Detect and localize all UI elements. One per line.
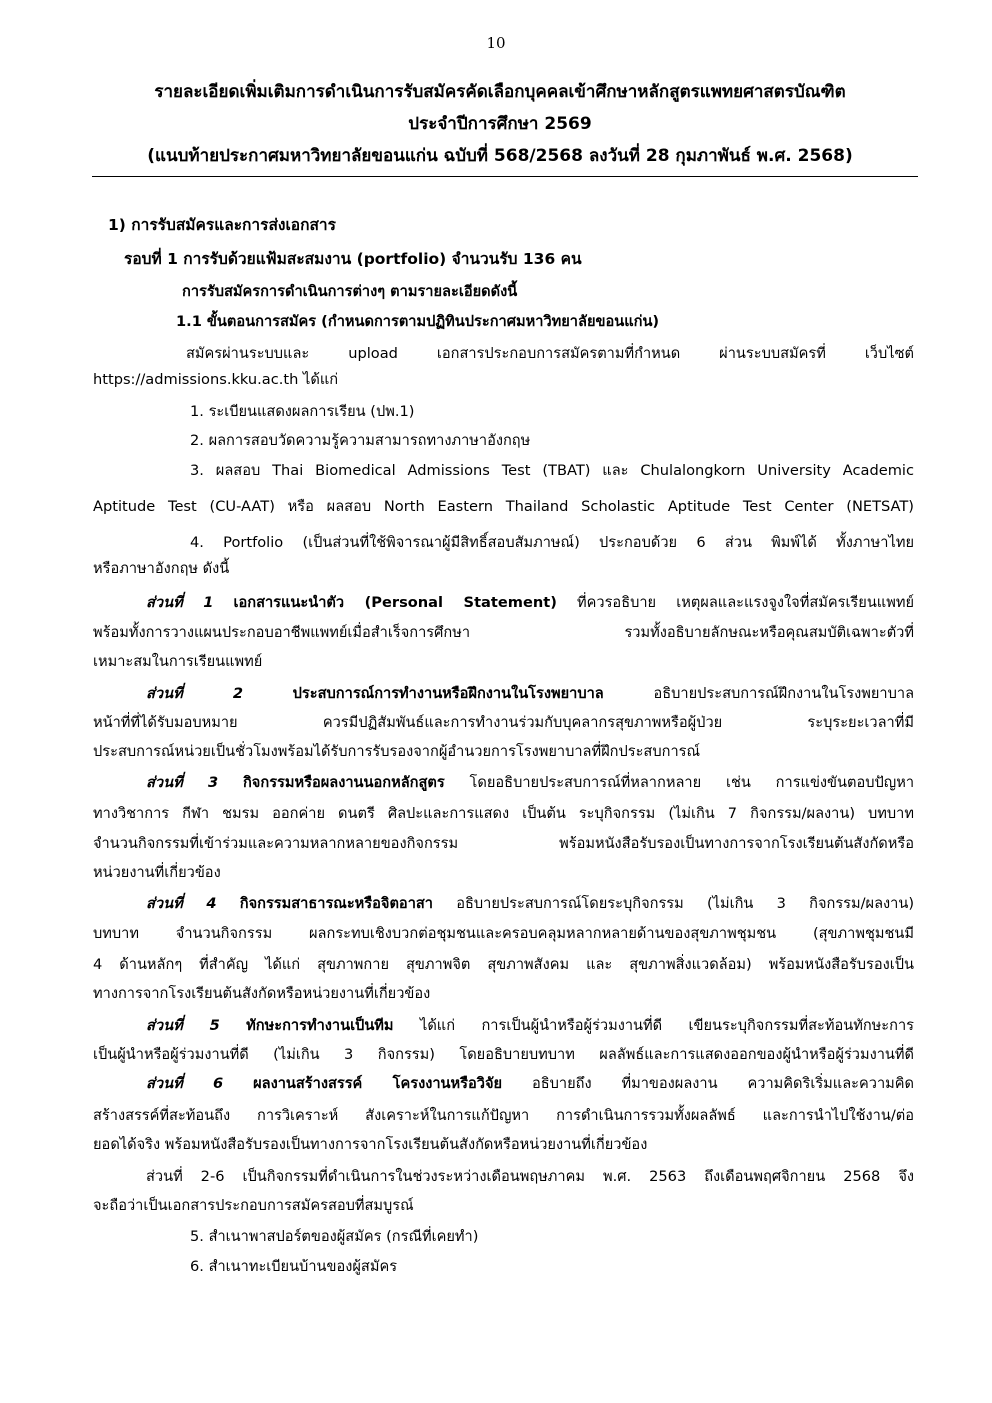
part-1-text-1: ที่ควรอธิบาย เหตุผลและแรงจูงใจที่สมัครเรียนแพทย์ — [577, 594, 914, 611]
part-3-line-1 — [146, 773, 914, 793]
part-3-line-2: ทางวิชาการ กีฬา ชมรม ออกค่าย ดนตรี ศิลปะและการแสดง เป็นต้น ระบุกิจกรรม (ไม่เกิน 7 กิจกรรม/ผลงาน) บทบาท — [93, 805, 914, 822]
part-6-label: ส่วนที่ 6 — [146, 1075, 224, 1092]
list-item-4-line-2: หรือภาษาอังกฤษ ดังนี้ — [93, 560, 230, 577]
part-4-label: ส่วนที่ 4 — [146, 895, 217, 912]
title-line-3: (แนบท้ายประกาศมหาวิทยาลัยขอนแก่น ฉบับที่ 568/2568 ลงวันที่ 28 กุมภาพันธ์ พ.ศ. 2568) — [147, 146, 853, 166]
step-heading — [176, 312, 659, 332]
step-heading-text: 1.1 ขั้นตอนการสมัคร (กำหนดการตามปฏิทินประกาศมหาวิทยาลัยขอนแก่น) — [176, 313, 660, 330]
round-heading: รอบที่ 1 การรับด้วยแฟ้มสะสมงาน (portfolio) จำนวนรับ 136 คน — [124, 250, 582, 268]
section-heading: 1) การรับสมัครและการส่งเอกสาร — [108, 216, 336, 234]
part-5-text-1: ได้แก่ การเป็นผู้นำหรือผู้ร่วมงานที่ดี เขียนระบุกิจกรรมที่สะท้อนทักษะการ — [419, 1017, 915, 1034]
part-6-line-2: สร้างสรรค์ที่สะท้อนถึง การวิเคราะห์ สังเคราะห์ในการแก้ปัญหา การดำเนินการรวมทั้งผลลัพธ์ และการนำไปใช้งาน/ต่อ — [93, 1107, 914, 1124]
page-number: 10 — [486, 34, 506, 52]
list-item-1: 1. ระเบียนแสดงผลการเรียน (ปพ.1) — [190, 403, 415, 420]
part-3-line-3: จำนวนกิจกรรมที่เข้าร่วมและความหลากหลายของกิจกรรม พร้อมหนังสือรับรองเป็นทางการจากโรงเรียนต้นสังกัดหรือ — [93, 835, 914, 852]
part-2-line-1 — [146, 684, 914, 704]
title-line-2: ประจำปีการศึกษา 2569 — [408, 114, 592, 134]
part-6-line-3: ยอดได้จริง พร้อมหนังสือรับรองเป็นทางการจากโรงเรียนต้นสังกัดหรือหน่วยงานที่เกี่ยวข้อง — [93, 1136, 648, 1153]
part-1-title: เอกสารแนะนำตัว (Personal Statement) — [233, 594, 557, 611]
intro-line-2: https://admissions.kku.ac.th ได้แก่ — [93, 371, 339, 388]
part-1-label: ส่วนที่ 1 — [146, 594, 214, 611]
part-2-label: ส่วนที่ 2 — [146, 685, 243, 702]
part-2-line-2: หน้าที่ที่ได้รับมอบหมาย ควรมีปฏิสัมพันธ์และการทำงานร่วมกับบุคลากรสุขภาพหรือผู้ป่วย ระบุระยะเวลาที่มี — [93, 714, 914, 731]
part-4-line-3: 4 ด้านหลักๆ ที่สำคัญ ได้แก่ สุขภาพกาย สุขภาพจิต สุขภาพสังคม และ สุขภาพสิ่งแวดล้อม) พร้อมหนังสือรับรองเป็น — [93, 956, 914, 973]
note-line-1: ส่วนที่ 2-6 เป็นกิจกรรมที่ดำเนินการในช่วงระหว่างเดือนพฤษภาคม พ.ศ. 2563 ถึงเดือนพฤศจิกายน 2568 จึง — [146, 1168, 914, 1185]
part-1-line-1 — [146, 593, 914, 613]
part-4-line-2: บทบาท จำนวนกิจกรรม ผลกระทบเชิงบวกต่อชุมชนและครอบคลุมหลากหลายด้านของสุขภาพชุมชน (สุขภาพชุมชนมี — [93, 925, 914, 942]
part-2-line-3: ประสบการณ์หน่วยเป็นชั่วโมงพร้อมได้รับการรับรองจากผู้อำนวยการโรงพยาบาลที่ฝึกประสบการณ์ — [93, 743, 701, 760]
part-2-title: ประสบการณ์การทำงานหรือฝึกงานในโรงพยาบาล — [292, 685, 604, 702]
part-4-title: กิจกรรมสาธารณะหรือจิตอาสา — [239, 895, 433, 912]
list-item-2: 2. ผลการสอบวัดความรู้ความสามารถทางภาษาอังกฤษ — [190, 432, 531, 449]
title-line-1: รายละเอียดเพิ่มเติมการดำเนินการรับสมัครคัดเลือกบุคคลเข้าศึกษาหลักสูตรแพทยศาสตรบัณฑิต — [154, 82, 846, 102]
part-4-line-4: ทางการจากโรงเรียนต้นสังกัดหรือหน่วยงานที่เกี่ยวข้อง — [93, 985, 431, 1002]
title-divider — [92, 176, 918, 177]
part-6-title: ผลงานสร้างสรรค์ โครงงานหรือวิจัย — [253, 1075, 503, 1092]
part-3-text-1: โดยอธิบายประสบการณ์ที่หลากหลาย เช่น การแข่งขันตอบปัญหา — [469, 774, 915, 791]
document-title — [80, 76, 920, 172]
list-item-3-line-1: 3. ผลสอบ Thai Biomedical Admissions Test (TBAT) และ Chulalongkorn University Academic — [190, 462, 914, 479]
list-item-6: 6. สำเนาทะเบียนบ้านของผู้สมัคร — [190, 1258, 398, 1275]
note-line-2: จะถือว่าเป็นเอกสารประกอบการสมัครสอบที่สมบูรณ์ — [93, 1197, 414, 1214]
part-3-label: ส่วนที่ 3 — [146, 774, 219, 791]
list-item-5: 5. สำเนาพาสปอร์ตของผู้สมัคร (กรณีที่เคยทำ) — [190, 1228, 479, 1245]
part-6-text-1: อธิบายถึง ที่มาของผลงาน ความคิดริเริ่มและความคิด — [531, 1075, 914, 1092]
part-4-line-1 — [146, 894, 914, 914]
part-5-line-2: เป็นผู้นำหรือผู้ร่วมงานที่ดี (ไม่เกิน 3 กิจกรรม) โดยอธิบายบทบาท ผลลัพธ์และการแสดงออกของผู้นำหรือผู้ร่วมงานที่ดี — [93, 1046, 914, 1063]
part-5-title: ทักษะการทำงานเป็นทีม — [246, 1017, 394, 1034]
part-1-line-2: พร้อมทั้งการวางแผนประกอบอาชีพแพทย์เมื่อสำเร็จการศึกษา รวมทั้งอธิบายลักษณะหรือคุณสมบัติเฉพาะตัวที่ — [93, 624, 914, 641]
part-3-title: กิจกรรมหรือผลงานนอกหลักสูตร — [242, 774, 445, 791]
list-item-3-line-2: Aptitude Test (CU-AAT) หรือ ผลสอบ North Eastern Thailand Scholastic Aptitude Test Center (NETSAT) — [93, 498, 914, 515]
part-6-line-1 — [146, 1074, 914, 1094]
part-3-line-4: หน่วยงานที่เกี่ยวข้อง — [93, 864, 221, 881]
part-4-text-1: อธิบายประสบการณ์โดยระบุกิจกรรม (ไม่เกิน 3 กิจกรรม/ผลงาน) — [456, 895, 915, 912]
intro-line-1: สมัครผ่านระบบและ upload เอกสารประกอบการสมัครตามที่กำหนด ผ่านระบบสมัครที่ เว็บไซต์ — [186, 345, 914, 362]
part-2-text-1: อธิบายประสบการณ์ฝึกงานในโรงพยาบาล — [653, 685, 915, 702]
part-5-line-1 — [146, 1016, 914, 1036]
part-1-line-3: เหมาะสมในการเรียนแพทย์ — [93, 653, 263, 670]
sub-heading: การรับสมัครการดำเนินการต่างๆ ตามรายละเอียดดังนี้ — [182, 283, 518, 300]
list-item-4-line-1: 4. Portfolio (เป็นส่วนที่ใช้พิจารณาผู้มีสิทธิ์สอบสัมภาษณ์) ประกอบด้วย 6 ส่วน พิมพ์ได้ ทั้งภาษาไทย — [190, 534, 914, 551]
part-5-label: ส่วนที่ 5 — [146, 1017, 220, 1034]
